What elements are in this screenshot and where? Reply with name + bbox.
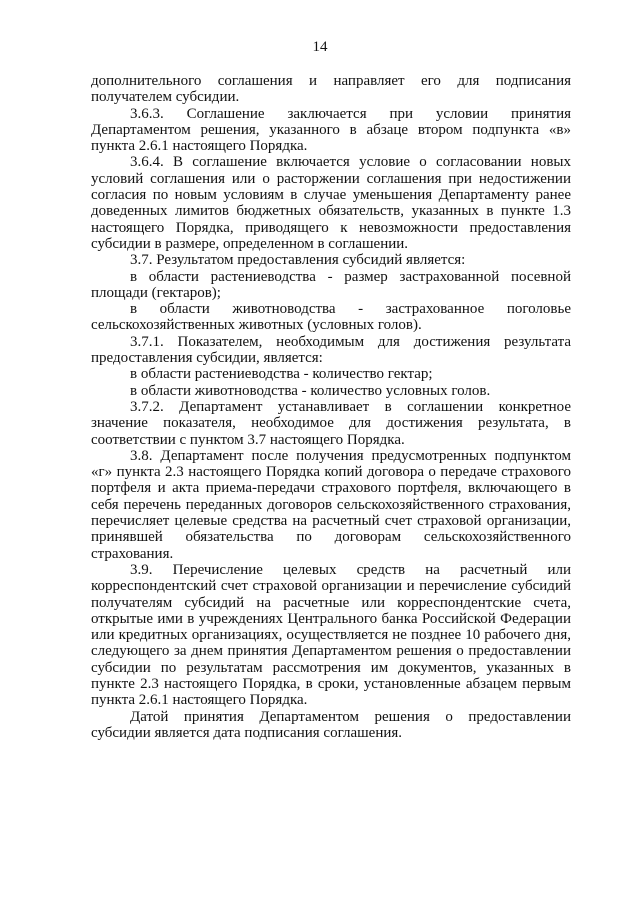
paragraph-decision-date: Датой принятия Департаментом решения о предоставлении субсидии является дата подписания соглашения.: [91, 708, 571, 741]
paragraph-3-7: 3.7. Результатом предоставления субсидий является:: [130, 252, 466, 269]
paragraph-3-9: 3.9. Перечисление целевых средств на расчетный или корреспондентский счет страховой организации и перечисление субсидий получателям субсидий на расчетные или корреспондентские счета, открытые ими в учреждениях Центрального банка Российской Федерации или кредитных организациях, осуществляется не позднее 10 рабочего дня, следующего за днем принятия Департаментом решения о предоставлении субсидии по результатам рассмотрения им документов, указанных в пункте 2.3 настоящего Порядка, в сроки, установленные абзацем первым пункта 2.6.1 настоящего Порядка.: [91, 561, 571, 709]
page-number: 14: [312, 39, 328, 55]
paragraph-continuation: дополнительного соглашения и направляет его для подписания получателем субсидии.: [91, 73, 571, 106]
paragraph-livestock-indicator: в области животноводства - количество условных голов.: [130, 382, 491, 399]
paragraph-crop-indicator: в области растениеводства - количество гектар;: [130, 366, 433, 383]
document-body: [91, 73, 571, 741]
paragraph-3-7-1: 3.7.1. Показателем, необходимым для достижения результата предоставления субсидии, является:: [91, 333, 571, 367]
paragraph-crop-result: в области растениеводства - размер застрахованной посевной площади (гектаров);: [91, 268, 571, 301]
paragraph-3-6-4: 3.6.4. В соглашение включается условие о согласовании новых условий соглашения или о расторжении соглашения при недостижении согласия по новым условиям в случае уменьшения Департаменту ранее доведенных лимитов бюджетных обязательств, указанных в пункте 1.3 настоящего Порядка, приводящего к невозможности предоставления субсидии в размере, определенном в соглашении.: [91, 154, 571, 252]
paragraph-3-7-2: 3.7.2. Департамент устанавливает в соглашении конкретное значение показателя, необходимое для достижения результата, в соответствии с пунктом 3.7 настоящего Порядка.: [91, 398, 571, 448]
paragraph-3-8: 3.8. Департамент после получения предусмотренных подпунктом «г» пункта 2.3 настоящего Порядка копий договора о передаче страхового портфеля и акта приема-передачи страхового портфеля, включающего в себя перечень переданных договоров сельскохозяйственного страхования, перечисляет целевые средства на расчетный счет страховой организации, принявшей обязательства по договорам сельскохозяйственного страхования.: [91, 447, 571, 562]
paragraph-3-6-3: 3.6.3. Соглашение заключается при условии принятия Департаментом решения, указанного в абзаце втором подпункта «в» пункта 2.6.1 настоящего Порядка.: [91, 105, 571, 155]
paragraph-livestock-result: в области животноводства - застрахованное поголовье сельскохозяйственных животных (условных голов).: [91, 301, 571, 334]
